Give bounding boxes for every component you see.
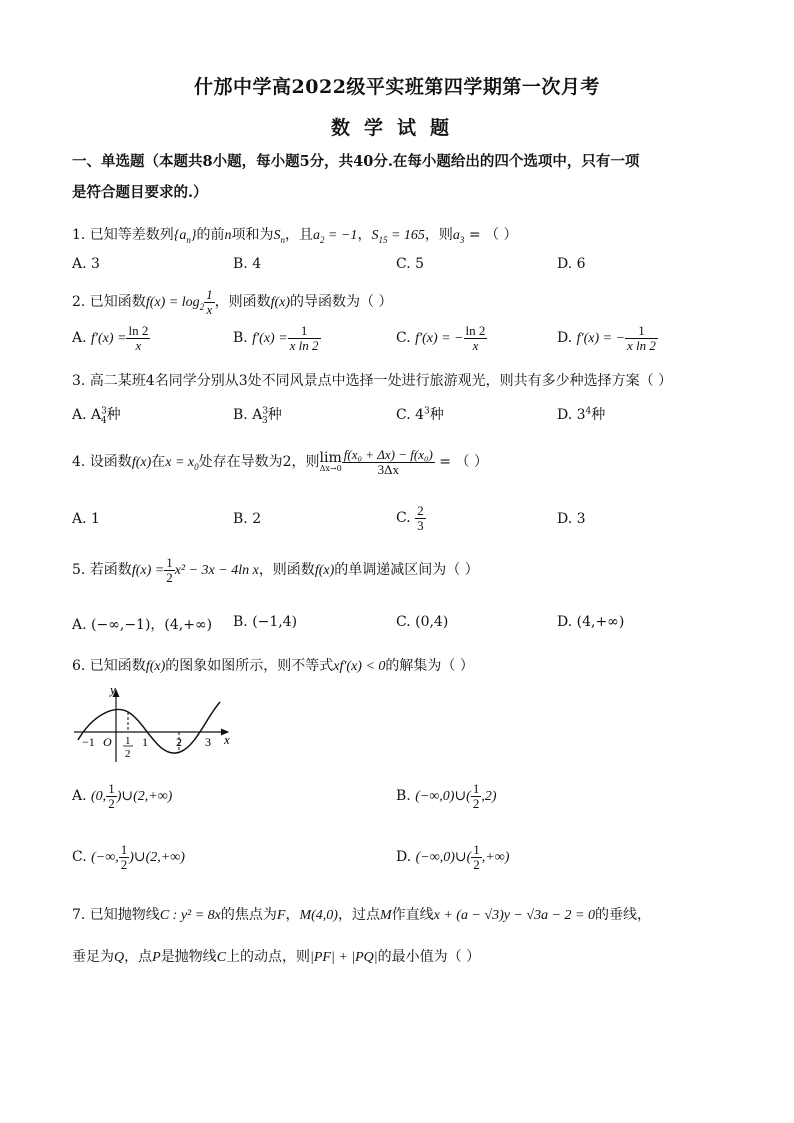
question-4: 4. 设函数f(x)在$x = x_0$处存在导数为2，则 lim Δx→0 $\frac{\text{f(x₀ + Δx) − f(x₀)}}{3\Delta x}$ = （ ） bbox=[72, 447, 488, 477]
question-3: 3. 高二某班4名同学分别从3处不同风景点中选择一处进行旅游观光，则共有多少种选择方案（ ） bbox=[72, 373, 673, 389]
q6-option-a[interactable]: A. (0, $\frac{1}{2}$ )∪(2,+∞) bbox=[72, 781, 173, 811]
q3-option-a[interactable]: A. $A^3_4$种 bbox=[72, 406, 121, 426]
q3-option-d[interactable]: D. $3^4$种 bbox=[557, 406, 606, 423]
question-7-line1: 7. 已知抛物线C : y² = 8x的焦点为F，M(4,0)，过点M作直线x + (a − √3)y − √3a − 2 = 0的垂线， bbox=[72, 907, 651, 923]
question-7-line2: 垂足为Q，点P是抛物线C上的动点，则|PF| + |PQ|的最小值为（ ） bbox=[72, 949, 481, 965]
q1-option-d[interactable]: D. 6 bbox=[557, 256, 586, 272]
q1-option-c[interactable]: C. 5 bbox=[396, 256, 425, 272]
origin-label: O bbox=[103, 735, 112, 749]
q4-option-c[interactable]: C. $\frac{2}{3}$ bbox=[396, 503, 424, 533]
q6-option-d[interactable]: D. (−∞,0)∪( $\frac{1}{2}$ ,+∞) bbox=[396, 842, 510, 872]
tick-half-num: 1 bbox=[125, 735, 131, 747]
subject-title: 数学试题 bbox=[330, 117, 463, 139]
question-1: 1. 已知等差数列$\{a_n\}$的前n项和为$S_n$，且$a_2 = -1$，$S_{15} = 165$，则$a_3$ = （ ） bbox=[72, 227, 518, 245]
q4-option-b[interactable]: B. 2 bbox=[233, 511, 262, 527]
question-5: 5. 若函数f(x) = $\frac{1}{2}$ x² − 3x − 4ln x，则函数f(x)的单调递减区间为（ ） bbox=[72, 555, 479, 585]
tick-minus1: −1 bbox=[82, 735, 95, 749]
q4-option-a[interactable]: A. 1 bbox=[72, 511, 100, 527]
q1-option-b[interactable]: B. 4 bbox=[233, 256, 262, 272]
section-heading-line2: 是符合题目要求的.） bbox=[72, 184, 208, 201]
question-2: 2. 已知函数$f(x) = \log_2$ $\frac{1}{x}$ ，则函数f(x)的导函数为（ ） bbox=[72, 287, 393, 317]
tick-half-den: 2 bbox=[125, 748, 131, 760]
question-6: 6. 已知函数f(x)的图象如图所示，则不等式xf′(x) < 0的解集为（ ） bbox=[72, 658, 474, 674]
q2-option-a[interactable]: A. f′(x) = $\frac{\ln 2}{x}$ bbox=[72, 323, 149, 353]
q1-option-a[interactable]: A. 3 bbox=[72, 256, 100, 272]
exam-title: 什邡中学高2022级平实班第四学期第一次月考 bbox=[194, 76, 600, 98]
q3-option-c[interactable]: C. $4^3$种 bbox=[396, 406, 444, 423]
section-heading-line1: 一、单选题（本题共8小题，每小题5分，共40分.在每小题给出的四个选项中，只有一项 bbox=[72, 153, 640, 170]
tick-3: 3 bbox=[205, 735, 211, 749]
q6-option-b[interactable]: B. (−∞,0)∪( $\frac{1}{2}$ ,2) bbox=[396, 781, 497, 811]
function-curve bbox=[78, 702, 220, 753]
q5-option-c[interactable]: C. (0,4) bbox=[396, 614, 449, 630]
q6-option-c[interactable]: C. (−∞, $\frac{1}{2}$ )∪(2,+∞) bbox=[72, 842, 185, 872]
x-label: x bbox=[224, 732, 230, 747]
function-graph bbox=[70, 682, 240, 764]
q2-option-c[interactable]: C. f′(x) = − $\frac{\ln 2}{x}$ bbox=[396, 323, 486, 353]
tick-1: 1 bbox=[142, 735, 148, 749]
q2-option-b[interactable]: B. f′(x) = $\frac{1}{\text{x ln 2}}$ bbox=[233, 323, 319, 353]
q3-option-b[interactable]: B. $A^3_3$种 bbox=[233, 406, 282, 426]
q5-option-b[interactable]: B. (−1,4) bbox=[233, 614, 298, 630]
y-label: y bbox=[110, 682, 116, 697]
q5-option-a[interactable]: A. (−∞,−1)，(4,+∞) bbox=[72, 617, 213, 633]
tick-2: 2 bbox=[176, 735, 182, 749]
q4-option-d[interactable]: D. 3 bbox=[557, 511, 586, 527]
q2-option-d[interactable]: D. f′(x) = − $\frac{1}{\text{x ln 2}}$ bbox=[557, 323, 656, 353]
q5-option-d[interactable]: D. (4,+∞) bbox=[557, 614, 625, 630]
